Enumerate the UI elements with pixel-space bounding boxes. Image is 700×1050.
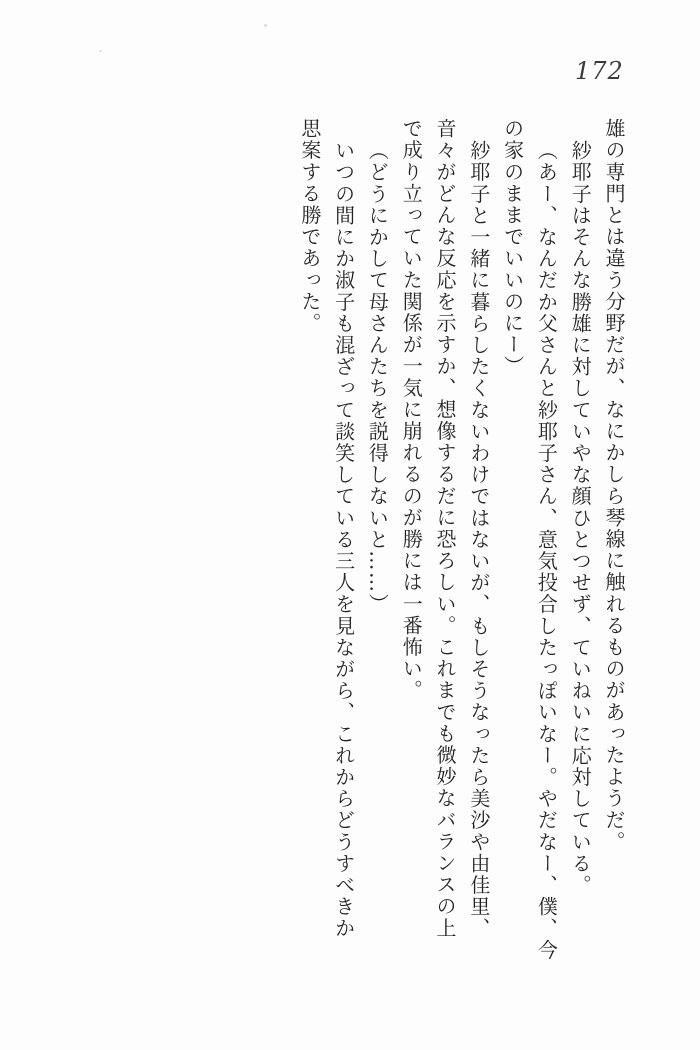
text-line: 雄の専門とは違う分野だが、なにかしら琴線に触れるものがあったようだ。 (602, 118, 626, 853)
body-text (292, 118, 630, 968)
text-line: （あー、なんだか父さんと紗耶子さん、意気投合したっぽいなー。やだなー、僕、今 (534, 139, 559, 961)
text-line: （どうにかして母さんたちを説得しないと……） (365, 139, 390, 615)
text-line: で成り立っていた関係が一気に崩れるのが勝には一番怖い。 (399, 118, 424, 702)
text-line: 音々がどんな反応を示すか、想像するだに恐ろしい。これまでも微妙なバランスの上 (433, 118, 458, 939)
text-line: いつの間にか淑子も混ざって談笑している三人を見ながら、これからどうすべきか (331, 139, 356, 939)
scan-speck (99, 50, 102, 52)
page-number: 172 (575, 57, 624, 85)
text-line: 紗耶子はそんな勝雄に対していやな顔ひとつせず、ていねいに応対している。 (568, 139, 593, 896)
text-line: の家のままでいいのにー） (500, 118, 525, 378)
text-line: 紗耶子と一緒に暮らしたくないわけではないが、もしそうなったら美沙や由佳里、 (466, 139, 491, 939)
scan-speck (264, 24, 267, 27)
text-line: 思案する勝であった。 (297, 118, 322, 334)
